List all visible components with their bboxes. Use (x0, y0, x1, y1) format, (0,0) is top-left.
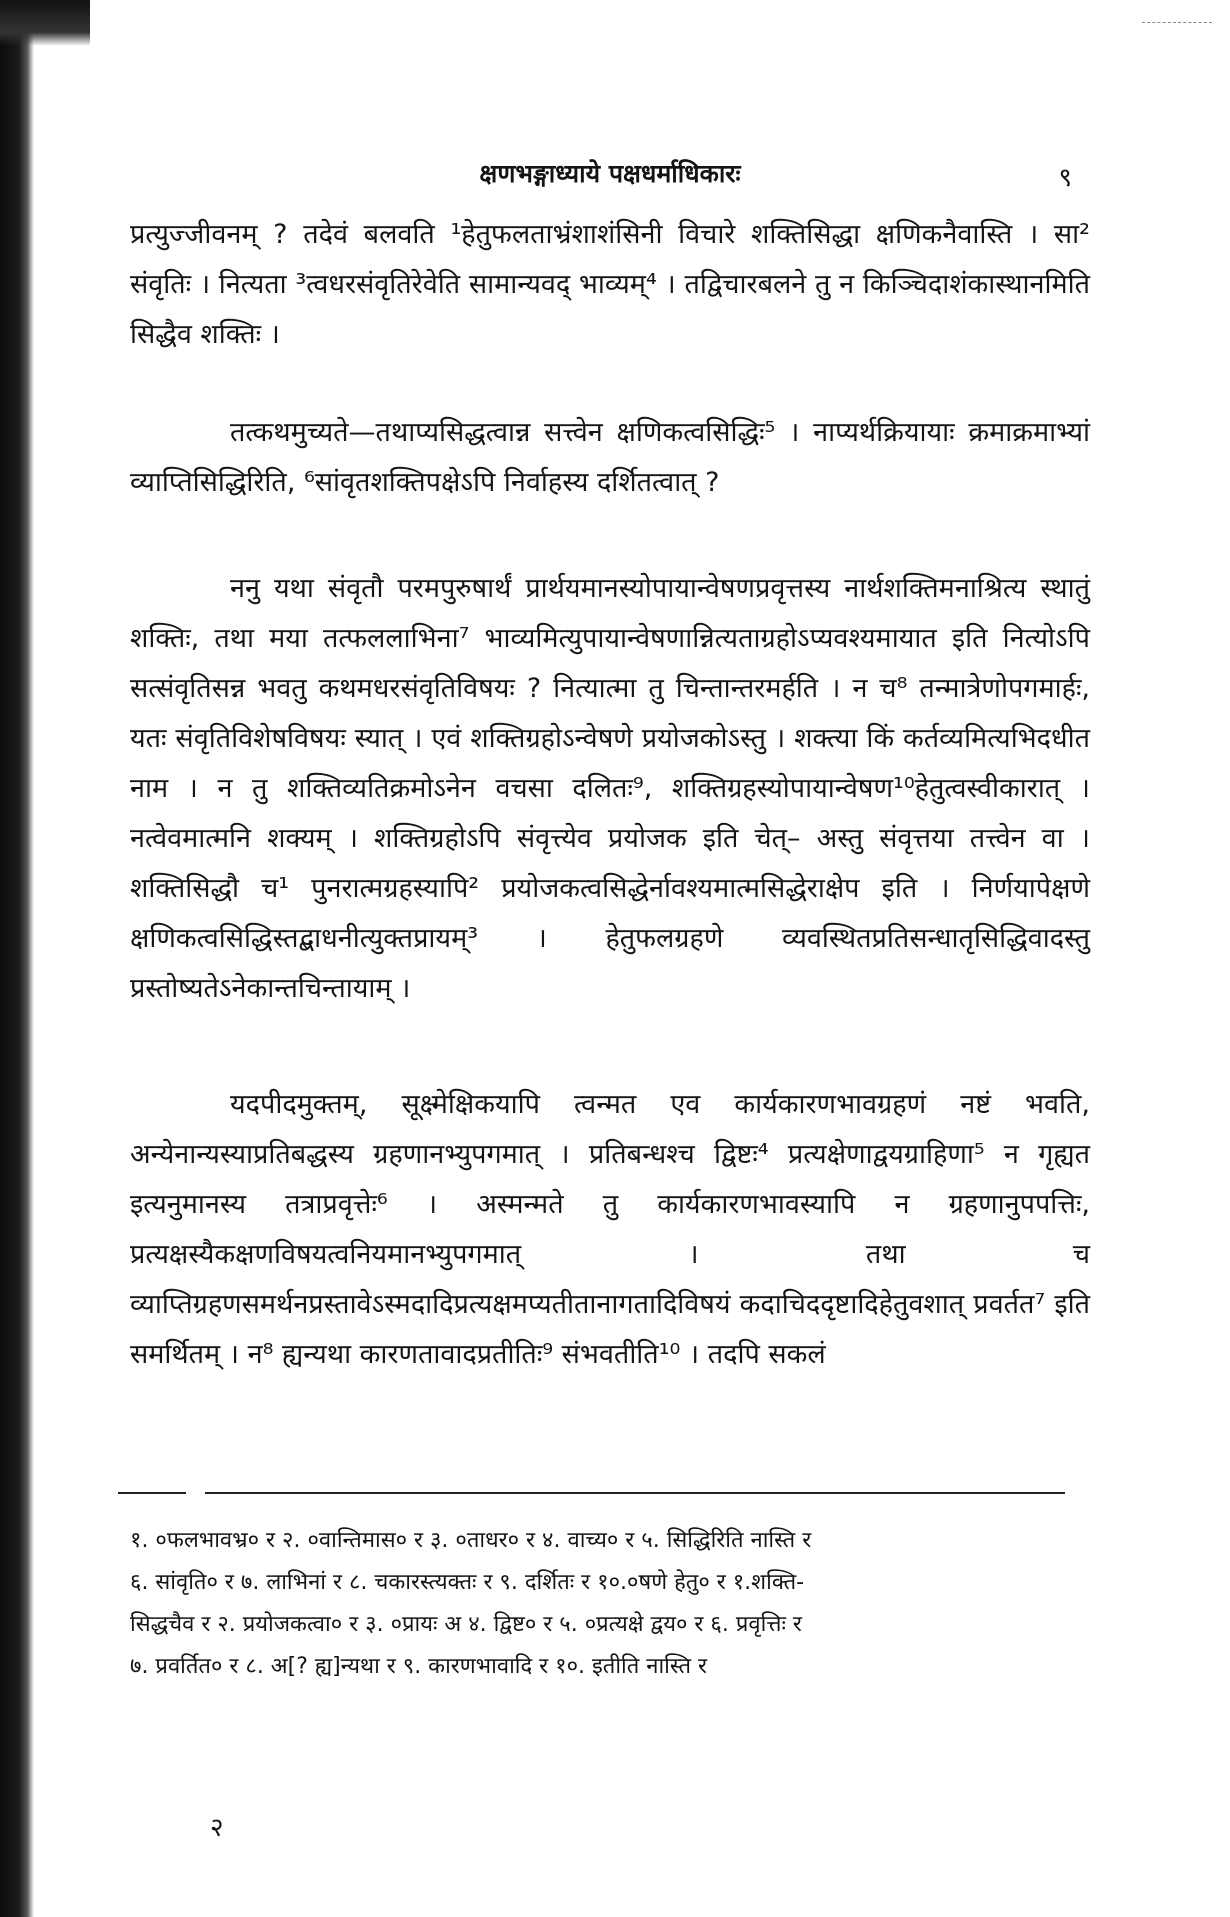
page-body (130, 150, 1090, 1380)
book-binding-shadow (0, 0, 34, 1917)
footnote-rule (205, 1492, 1065, 1494)
footnote-line: १. ०फलभावभ्र० र २. ०वान्तिमास० र ३. ०ताधर० र ४. वाच्य० र ५. सिद्धिरिति नास्ति र (130, 1528, 812, 1553)
footnote-line: सिद्धचैव र २. प्रयोजकत्वा० र ३. ०प्रायः अ ४. द्विष्ट० र ५. ०प्रत्यक्षे द्वय० र ६. प्रवृत्तिः र (130, 1612, 802, 1637)
footnote-rule-short (118, 1492, 186, 1494)
footnote-line: ६. सांवृति० र ७. लाभिनां र ८. चकारस्त्यक्तः र ९. दर्शितः र १०.०षणे हेतु० र १.शक्ति- (130, 1570, 805, 1595)
page-number: ९ (1058, 163, 1072, 193)
footnotes (130, 1520, 1090, 1688)
binding-top-shadow (0, 0, 90, 46)
footnote-line: ७. प्रवर्तित० र ८. अ[? ह्य]न्यथा र ९. कारणभावादि र १०. इतीति नास्ति र (130, 1654, 707, 1679)
running-title: क्षणभङ्गाध्याये पक्षधर्माधिकारः (479, 159, 741, 188)
signature-mark: २ (210, 1813, 224, 1843)
paragraph-1: प्रत्युज्जीवनम् ? तदेवं बलवति ¹हेतुफलताभ्रंशाशंसिनी विचारे शक्तिसिद्धा क्षणिकनैवास्ति । सा² संवृतिः । नित्यता ³त्वधरसंवृतिरेवेति सामान्यवद् भाव्यम्⁴ । तद्विचारबलने तु न किञ्चिदाशंकास्थानमिति सिद्धैव शक्तिः । (130, 219, 1090, 350)
scan-edge-mark (1142, 22, 1212, 39)
paragraph-3: ननु यथा संवृतौ परमपुरुषार्थं प्रार्थयमानस्योपायान्वेषणप्रवृत्तस्य नार्थशक्तिमनाश्रित्य स्थातुं शक्तिः, तथा मया तत्फललाभिना⁷ भाव्यमित्युपायान्वेषणान्नित्यताग्रहोऽप्यवश्यमायात इति नित्योऽपि सत्संवृतिसन्न भवतु कथमधरसंवृतिविषयः ? नित्यात्मा तु चिन्तान्तरमर्हति । न च⁸ तन्मात्रेणोपगमार्हः, यतः संवृतिविशेषविषयः स्यात् । एवं शक्तिग्रहोऽन्वेषणे प्रयोजकोऽस्तु । शक्त्या किं कर्तव्यमित्यभिदधीत नाम । न तु शक्तिव्यतिक्रमोऽनेन वचसा दलितः⁹, शक्तिग्रहस्योपायान्वेषण¹⁰हेतुत्वस्वीकारात् । नत्वेवमात्मनि शक्यम् । शक्तिग्रहोऽपि संवृत्त्येव प्रयोजक इति चेत्– अस्तु संवृत्तया तत्त्वेन वा । शक्तिसिद्धौ च¹ पुनरात्मग्रहस्यापि² प्रयोजकत्वसिद्धेर्नावश्यमात्मसिद्धेराक्षेप इति । निर्णयापेक्षणे क्षणिकत्वसिद्धिस्तद्बाधनीत्युक्तप्रायम्³ । हेतुफलग्रहणे व्यवस्थितप्रतिसन्धातृसिद्धिवादस्तु प्रस्तोष्यतेऽनेकान्तचिन्तायाम् । (130, 573, 1090, 1004)
paragraph-2: तत्कथमुच्यते—तथाप्यसिद्धत्वान्न सत्त्वेन क्षणिकत्वसिद्धिः⁵ । नाप्यर्थक्रियायाः क्रमाक्रमाभ्यां व्याप्तिसिद्धिरिति, ⁶सांवृतशक्तिपक्षेऽपि निर्वाहस्य दर्शितत्वात् ? (130, 417, 1090, 498)
paragraph-4: यदपीदमुक्तम्, सूक्ष्मेक्षिकयापि त्वन्मत एव कार्यकारणभावग्रहणं नष्टं भवति, अन्येनान्यस्याप्रतिबद्धस्य ग्रहणानभ्युपगमात् । प्रतिबन्धश्च द्विष्टः⁴ प्रत्यक्षेणाद्वयग्राहिणा⁵ न गृह्यत इत्यनुमानस्य तत्राप्रवृत्तेः⁶ । अस्मन्मते तु कार्यकारणभावस्यापि न ग्रहणानुपपत्तिः, प्रत्यक्षस्यैकक्षणविषयत्वनियमानभ्युपगमात् । तथा च व्याप्तिग्रहणसमर्थनप्रस्तावेऽस्मदादिप्रत्यक्षमप्यतीतानागतादिविषयं कदाचिददृष्टादिहेतुवशात् प्रवर्तत⁷ इति समर्थितम् । न⁸ ह्यन्यथा कारणतावादप्रतीतिः⁹ संभवतीति¹⁰ । तदपि सकलं (130, 1089, 1090, 1370)
running-head (130, 150, 1090, 202)
